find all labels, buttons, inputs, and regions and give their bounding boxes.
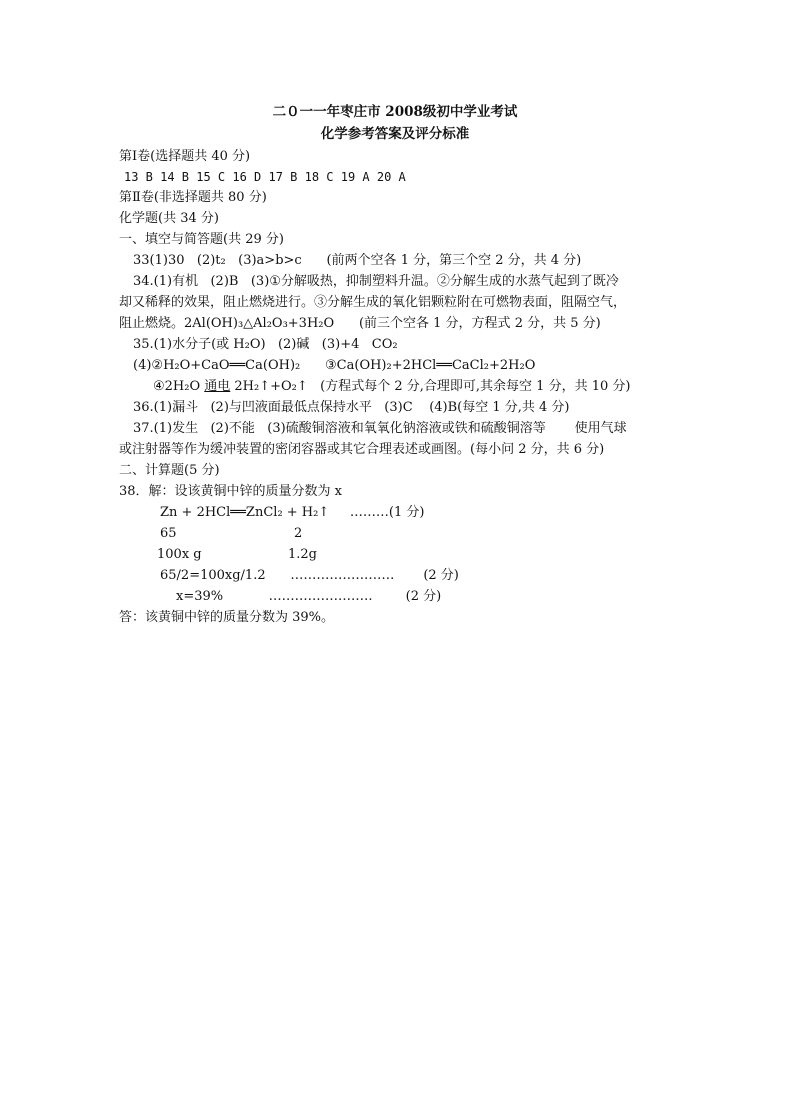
q38-intro: 38．解：设该黄铜中锌的质量分数为 x xyxy=(119,484,343,499)
q34-line1: 34.(1)有机 (2)B (3)①分解吸热，抑制塑料升温。②分解生成的水蒸气起到了既冷 xyxy=(133,274,619,289)
q33-answer: 33(1)30 (2)t₂ (3)a>b>c (前两个空各 1 分，第三个空 2 分，共 4 分) xyxy=(133,253,582,268)
q35-eq-left: ④2H₂O xyxy=(153,379,205,394)
q38-equation: Zn + 2HCl══ZnCl₂ + H₂↑ ………(1 分) xyxy=(160,505,425,520)
q35-eq-condition: 通电 xyxy=(204,379,231,394)
q38-ratio: 65/2=100xg/1.2 …………………… (2 分) xyxy=(160,568,459,583)
part1-heading: 第Ⅰ卷(选择题共 40 分) xyxy=(119,149,251,164)
q38-final-answer: 答：该黄铜中锌的质量分数为 39%。 xyxy=(119,610,335,625)
q35-line1: 35.(1)水分子(或 H₂O) (2)碱 (3)+4 CO₂ xyxy=(133,337,398,352)
page-title: 二０一一年枣庄市 2008级初中学业考试 xyxy=(272,104,518,120)
q36-answer: 36.(1)漏斗 (2)与凹液面最低点保持水平 (3)C (4)B(每空 1 分,共 4 分) xyxy=(133,400,570,415)
q35-line2: (4)②H₂O+CaO══Ca(OH)₂ ③Ca(OH)₂+2HCl══CaCl₂+2H₂O xyxy=(133,358,536,373)
chem-heading: 化学题(共 34 分) xyxy=(119,211,219,226)
q34-line2: 却又稀释的效果，阻止燃烧进行。③分解生成的氧化铝颗粒附在可燃物表面，阻隔空气， xyxy=(119,295,627,310)
section1-heading: 一、填空与简答题(共 29 分) xyxy=(119,232,284,247)
section2-heading: 二、计算题(5 分) xyxy=(119,463,220,478)
q38-mass-zn: 100x g xyxy=(157,547,202,562)
page-subtitle: 化学参考答案及评分标准 xyxy=(320,126,470,142)
part2-heading: 第Ⅱ卷(非选择题共 80 分) xyxy=(119,190,267,205)
q35-eq-right: 2H₂↑+O₂↑ (方程式每个 2 分,合理即可,其余每空 1 分，共 10 分) xyxy=(230,379,631,394)
q38-molar-zn: 65 xyxy=(160,526,177,541)
q38-mass-h2: 1.2g xyxy=(288,547,317,562)
q37-line1: 37.(1)发生 (2)不能 (3)硫酸铜溶液和氧氧化钠溶液或铁和硫酸铜溶等 使用气球 xyxy=(133,421,627,436)
q38-molar-h2: 2 xyxy=(294,526,303,541)
q37-line2: 或注射器等作为缓冲装置的密闭容器或其它合理表述或画图。(每小问 2 分，共 6 分) xyxy=(119,442,605,457)
q38-result: x=39% …………………… (2 分) xyxy=(176,589,442,604)
q34-line3: 阻止燃烧。2Al(OH)₃△Al₂O₃+3H₂O (前三个空各 1 分，方程式 2 分，共 5 分) xyxy=(119,316,601,331)
q35-line3 xyxy=(153,380,630,393)
choice-answers: 13 B 14 B 15 C 16 D 17 B 18 C 19 A 20 A xyxy=(124,170,406,184)
